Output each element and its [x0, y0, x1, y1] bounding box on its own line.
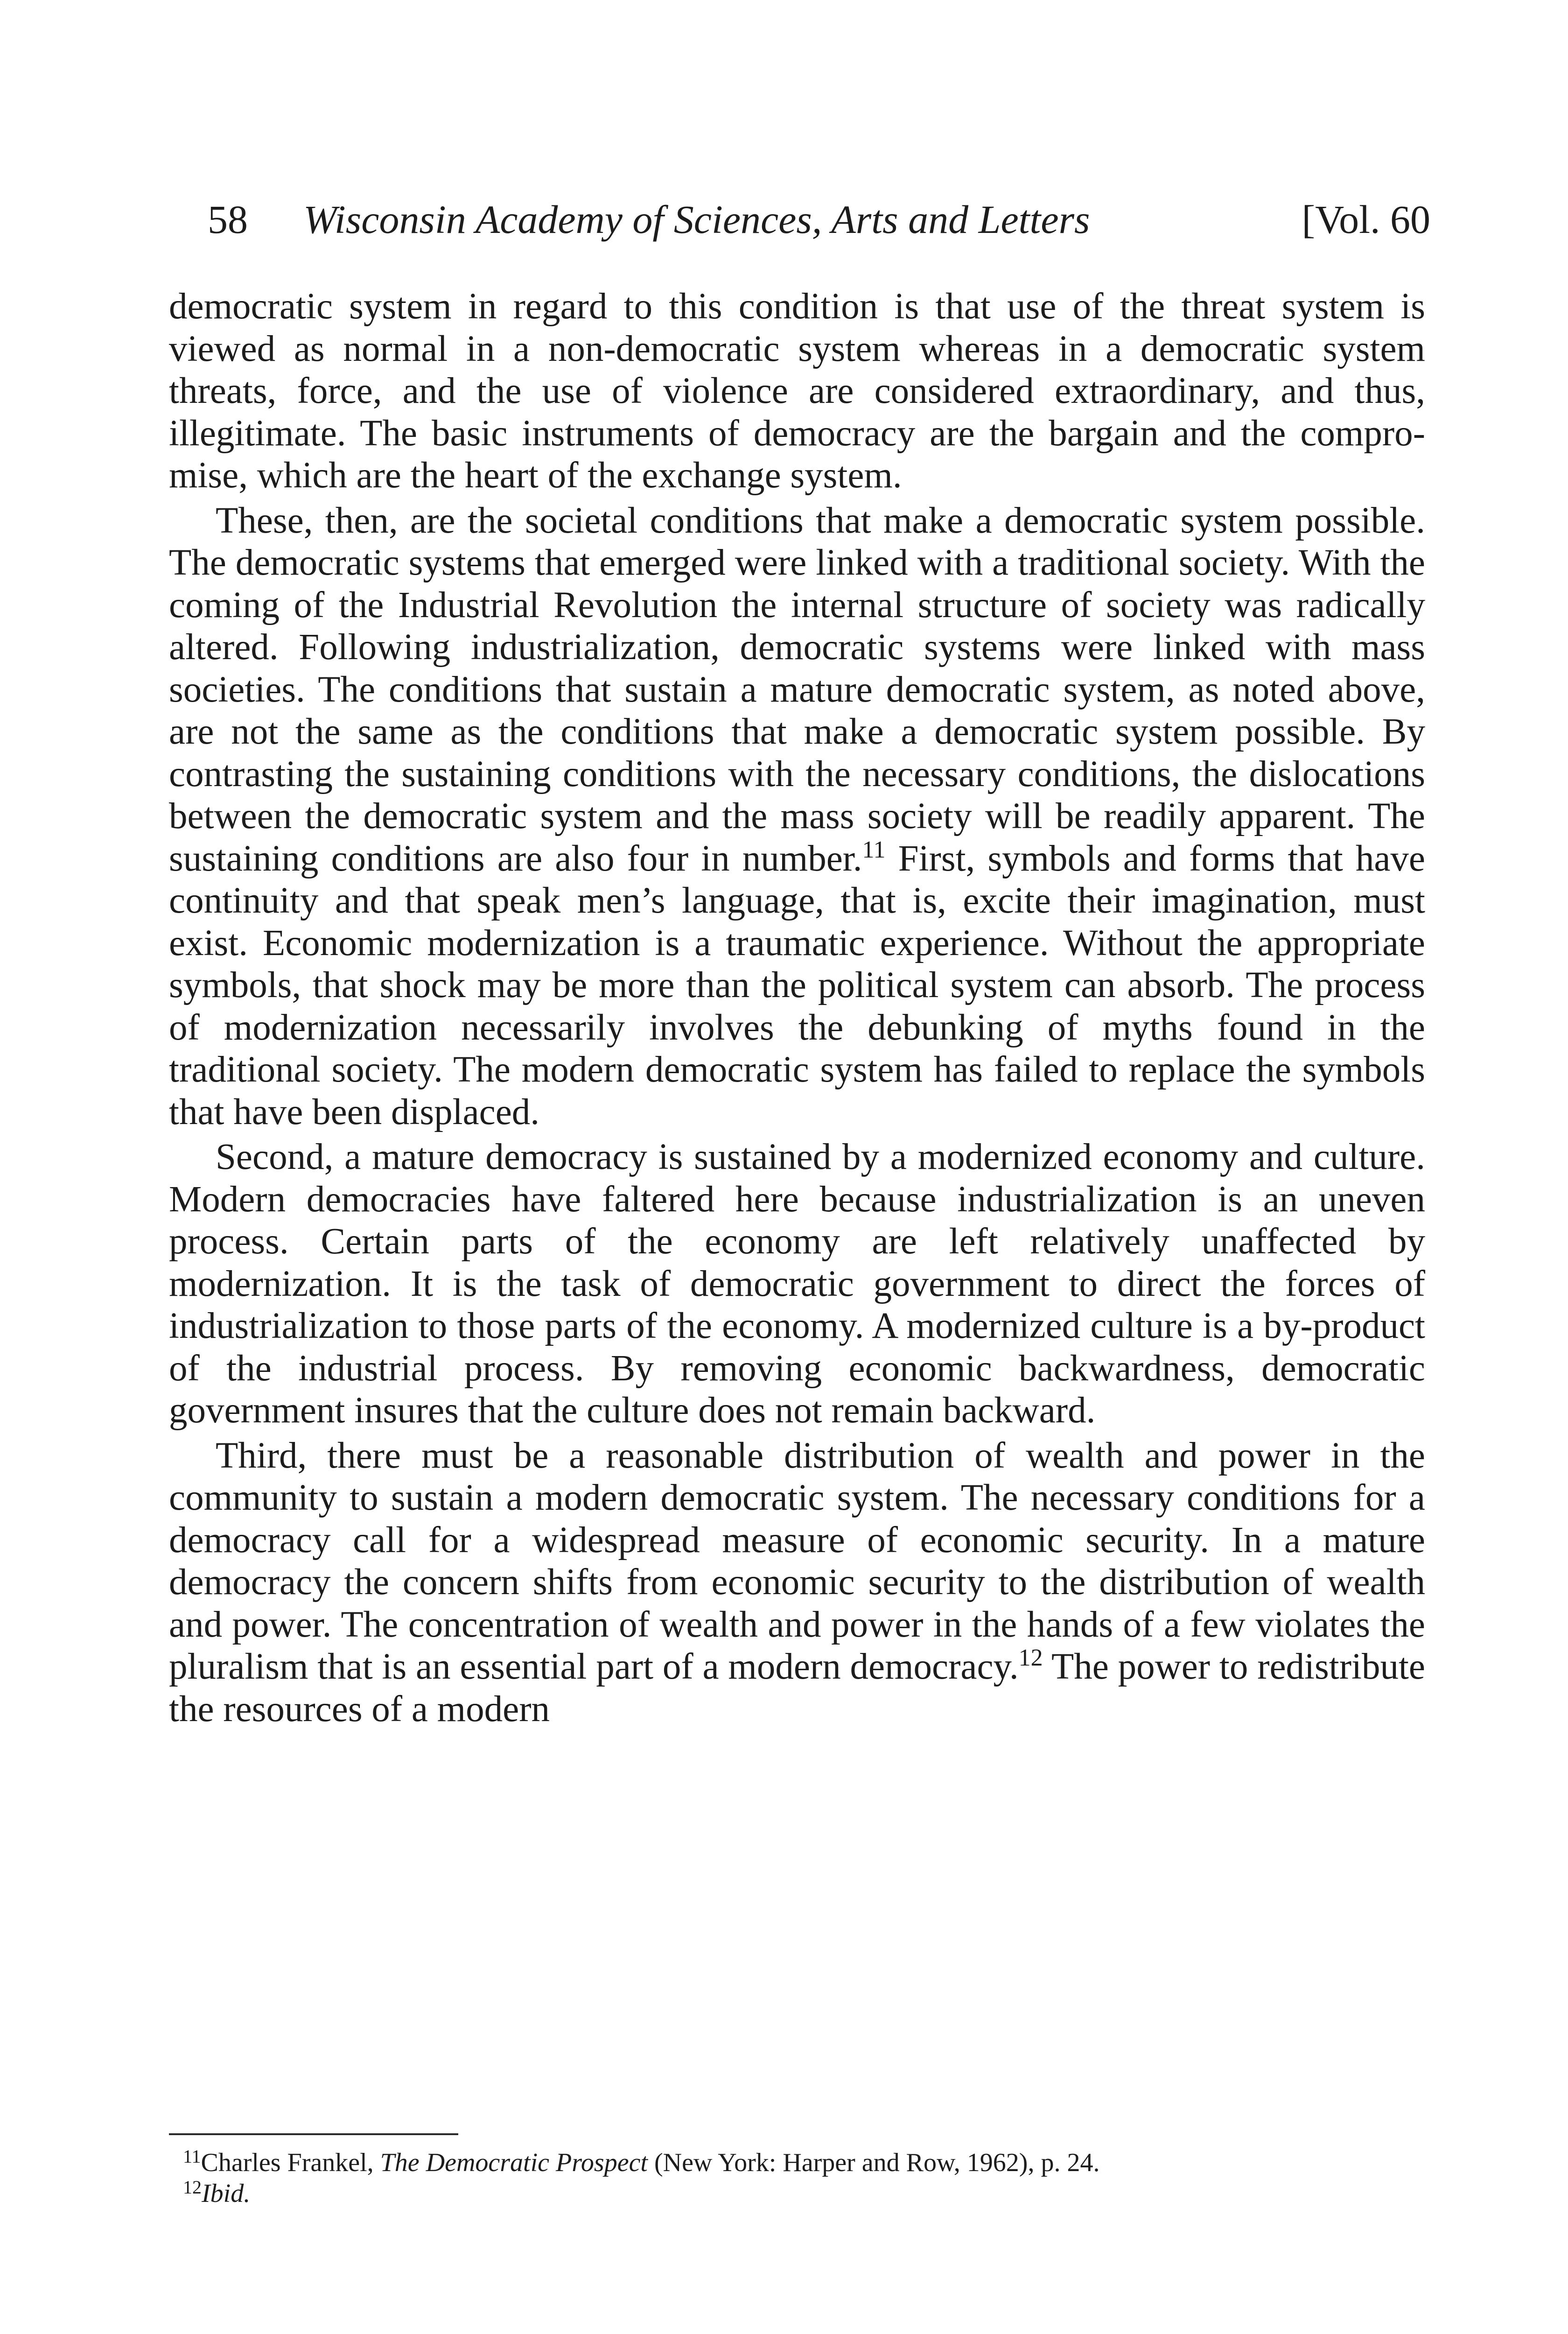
footnote-mark-12: 12: [183, 2177, 202, 2198]
footnote-12-title: Ibid.: [202, 2179, 251, 2208]
footnote-ref-11: 11: [862, 836, 886, 863]
page-number: 58: [208, 197, 248, 242]
footnote-mark-11: 11: [183, 2146, 201, 2167]
volume-label: [Vol. 60: [1302, 197, 1430, 242]
paragraph-2: [169, 500, 1425, 1134]
paragraph-2-continuation: First, symbols and forms that have continuity and that speak men’s language, that is, excite their imagination, must exist. Economic modernization is a traumatic experience. Without the appropriate symbols, that shock may be more than the political system can absorb. The process of modernization necessarily involves the debunking of myths found in the traditional society. The modern democratic system has failed to replace the symbols that have been displaced.: [169, 838, 1425, 1132]
footnote-12: [169, 2178, 1425, 2209]
footnote-11-rest: (New York: Harper and Row, 1962), p. 24.: [654, 2148, 1100, 2177]
footnote-11-title: The Democratic Prospect: [380, 2148, 648, 2177]
footnote-11-author: Charles Frankel,: [201, 2148, 374, 2177]
footnotes: [169, 2147, 1425, 2209]
paragraph-4-continuation: The power to redistribute the resources of a modern: [169, 1646, 1425, 1729]
footnote-ref-12: 12: [1018, 1645, 1043, 1671]
running-header: [208, 191, 1430, 247]
footnote-rule: [169, 2133, 458, 2135]
paragraph-1: democratic system in regard to this condition is that use of the threat system is viewed as normal in a non-democratic system whereas in a democratic system threats, force, and the use of violence are considered extraordinary, and thus, illegitimate. The basic instruments of democracy are the bargain and the compromise, which are the heart of the exchange system.: [169, 286, 1425, 496]
paragraph-2-text: These, then, are the societal conditions that make a democratic system possible. The democratic systems that emerged were linked with a traditional society. With the coming of the Industrial Revolution the internal structure of society was radically altered. Following industrialization, democratic systems were linked with mass societies. The conditions that sustain a mature democratic system, as noted above, are not the same as the conditions that make a democratic system possible. By contrasting the sustaining conditions with the necessary conditions, the dislocations between the democratic system and the mass society will be readily apparent. The sustaining conditions are also four in number.: [169, 500, 1425, 879]
journal-title: Wisconsin Academy of Sciences, Arts and Letters: [303, 197, 1090, 242]
footnote-11: [169, 2147, 1425, 2178]
paragraph-4: [169, 1435, 1425, 1731]
body-text: [169, 286, 1425, 1730]
paragraph-3: Second, a mature democracy is sustained by a modernized economy and culture. Modern democracies have faltered here because industrialization is an uneven process. Certain parts of the economy are left relatively unaffected by modernization. It is the task of democratic government to direct the forces of industrialization to those parts of the economy. A modernized culture is a by-product of the industrial process. By removing economic backwardness, democratic government insures that the culture does not remain backward.: [169, 1137, 1425, 1431]
paragraph-4-text: Third, there must be a reasonable distribution of wealth and power in the community to sustain a modern democratic system. The necessary conditions for a democracy call for a widespread measure of economic security. In a mature democracy the concern shifts from economic security to the distribution of wealth and power. The concentration of wealth and power in the hands of a few violates the pluralism that is an essential part of a modern democracy.: [169, 1435, 1425, 1687]
